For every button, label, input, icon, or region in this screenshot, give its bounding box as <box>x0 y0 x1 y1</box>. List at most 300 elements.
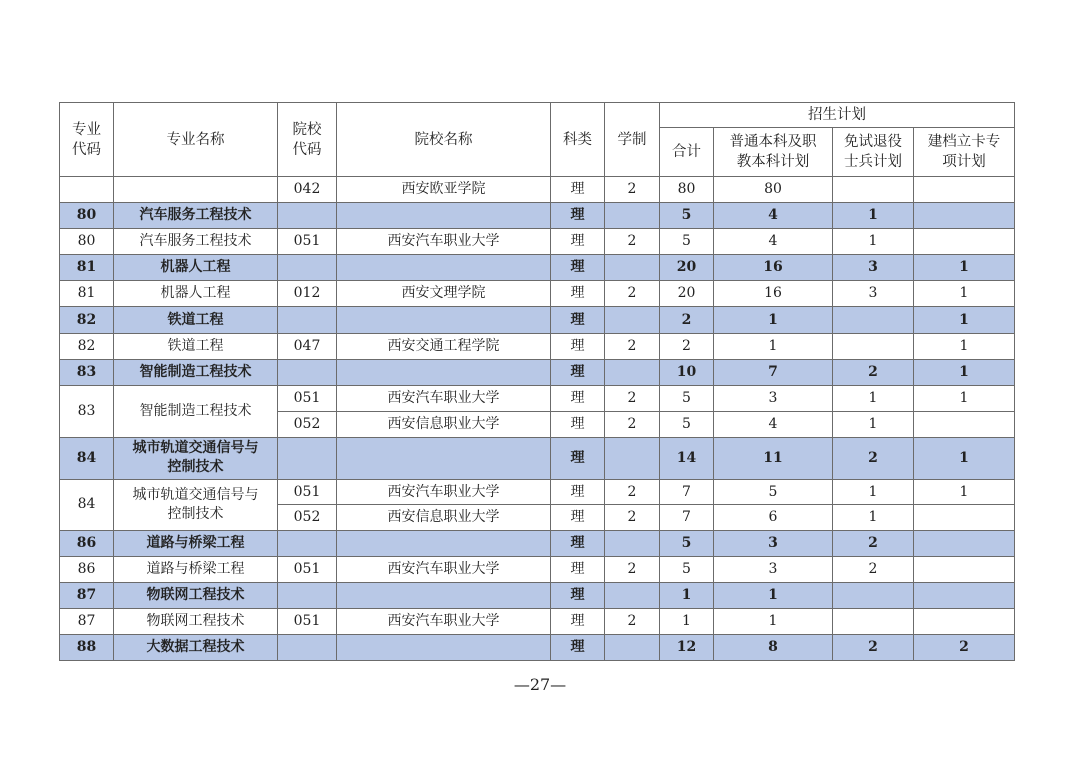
total-cell <box>660 411 714 437</box>
school-name-cell-text: 西安汽车职业大学 <box>387 561 500 578</box>
poverty-plan-cell <box>914 609 1015 635</box>
header-regular-plan-text: 普通本科及职 教本科计划 <box>729 134 817 170</box>
school-name-cell <box>337 635 551 661</box>
subject-cell <box>551 229 605 255</box>
school-name-cell-text: 西安汽车职业大学 <box>387 483 500 500</box>
regular-plan-cell-text: 4 <box>768 415 778 432</box>
total-cell <box>660 609 714 635</box>
total-cell <box>660 255 714 281</box>
school-code-cell-text: 051 <box>293 561 321 578</box>
regular-plan-cell-text: 1 <box>768 311 778 328</box>
veteran-plan-cell-text: 2 <box>868 449 878 466</box>
duration-cell <box>605 203 660 229</box>
header-major-code <box>60 103 114 177</box>
school-code-cell-text: 051 <box>293 233 321 250</box>
subject-cell-text: 理 <box>570 311 585 328</box>
header-poverty-plan-text: 建档立卡专 项计划 <box>927 134 1001 170</box>
veteran-plan-cell-text: 1 <box>868 389 878 406</box>
duration-cell <box>605 333 660 359</box>
school-name-cell <box>337 609 551 635</box>
school-code-cell <box>278 530 337 556</box>
major-code-cell <box>60 530 114 556</box>
regular-plan-cell <box>714 479 833 505</box>
total-cell-text: 5 <box>682 233 691 250</box>
duration-cell <box>605 307 660 333</box>
total-cell-text: 1 <box>682 613 691 630</box>
regular-plan-cell <box>714 583 833 609</box>
table-summary-row <box>60 359 1015 385</box>
total-cell-text: 5 <box>681 207 692 224</box>
veteran-plan-cell-text: 1 <box>868 483 878 500</box>
poverty-plan-cell-text: 1 <box>959 259 969 276</box>
veteran-plan-cell <box>833 229 914 255</box>
regular-plan-cell <box>714 505 833 531</box>
school-code-cell <box>278 255 337 281</box>
total-cell-text: 5 <box>681 534 692 551</box>
major-code-cell-text: 86 <box>77 561 96 578</box>
header-school-name: 院校名称 <box>337 103 551 177</box>
regular-plan-cell <box>714 635 833 661</box>
table-body <box>60 177 1015 661</box>
subject-cell <box>551 333 605 359</box>
subject-cell-text: 理 <box>570 337 585 354</box>
poverty-plan-cell-text: 1 <box>959 363 969 380</box>
regular-plan-cell <box>714 307 833 333</box>
poverty-plan-cell <box>914 333 1015 359</box>
poverty-plan-cell-text: 1 <box>959 337 969 354</box>
major-code-cell <box>60 437 114 479</box>
total-cell-text: 80 <box>677 181 696 198</box>
veteran-plan-cell <box>833 203 914 229</box>
school-name-cell <box>337 359 551 385</box>
school-code-cell-text: 012 <box>293 285 321 302</box>
major-code-cell-text: 81 <box>76 259 97 276</box>
major-name-cell <box>114 609 278 635</box>
veteran-plan-cell <box>833 359 914 385</box>
school-name-cell <box>337 333 551 359</box>
veteran-plan-cell <box>833 635 914 661</box>
major-name-cell-text: 汽车服务工程技术 <box>139 233 252 250</box>
major-name-cell-text: 道路与桥梁工程 <box>146 534 245 551</box>
total-cell <box>660 177 714 203</box>
duration-cell <box>605 609 660 635</box>
subject-cell-text: 理 <box>570 534 585 551</box>
school-name-cell-text: 西安交通工程学院 <box>387 337 500 354</box>
poverty-plan-cell-text: 1 <box>959 389 969 406</box>
school-name-cell-text: 西安信息职业大学 <box>387 509 500 526</box>
regular-plan-cell <box>714 385 833 411</box>
regular-plan-cell-text: 1 <box>768 613 778 630</box>
school-name-cell-text: 西安汽车职业大学 <box>387 613 500 630</box>
total-cell-text: 2 <box>682 337 691 354</box>
school-code-cell <box>278 609 337 635</box>
veteran-plan-cell-text: 2 <box>868 363 878 380</box>
school-name-cell <box>337 203 551 229</box>
major-code-cell-text: 88 <box>76 639 97 656</box>
school-code-cell <box>278 635 337 661</box>
major-code-cell <box>60 255 114 281</box>
major-code-cell <box>60 479 114 530</box>
major-code-cell-text: 87 <box>76 587 97 604</box>
veteran-plan-cell <box>833 530 914 556</box>
total-cell-text: 2 <box>681 311 692 328</box>
duration-cell-text: 2 <box>627 415 637 432</box>
major-name-cell <box>114 255 278 281</box>
regular-plan-cell <box>714 411 833 437</box>
total-cell-text: 20 <box>677 285 696 302</box>
subject-cell <box>551 255 605 281</box>
school-code-cell <box>278 359 337 385</box>
duration-cell <box>605 557 660 583</box>
subject-cell-text: 理 <box>570 415 585 432</box>
school-name-cell-text: 西安文理学院 <box>401 285 486 302</box>
duration-cell <box>605 255 660 281</box>
regular-plan-cell-text: 3 <box>768 534 778 551</box>
subject-cell <box>551 307 605 333</box>
duration-cell-text: 2 <box>627 337 637 354</box>
duration-cell <box>605 281 660 307</box>
major-name-cell <box>114 177 278 203</box>
total-cell <box>660 635 714 661</box>
subject-cell <box>551 281 605 307</box>
regular-plan-cell-text: 3 <box>768 389 778 406</box>
veteran-plan-cell-text: 1 <box>868 509 878 526</box>
table-row <box>60 177 1015 203</box>
veteran-plan-cell <box>833 479 914 505</box>
regular-plan-cell-text: 16 <box>764 285 782 302</box>
header-veteran-plan <box>833 128 914 177</box>
veteran-plan-cell <box>833 557 914 583</box>
regular-plan-cell <box>714 203 833 229</box>
subject-cell <box>551 177 605 203</box>
major-code-cell-text: 82 <box>77 337 96 354</box>
major-code-cell-text: 86 <box>76 534 97 551</box>
regular-plan-cell-text: 7 <box>768 363 778 380</box>
table-row <box>60 229 1015 255</box>
subject-cell-text: 理 <box>570 285 585 302</box>
major-name-cell <box>114 557 278 583</box>
table-row <box>60 281 1015 307</box>
veteran-plan-cell-text: 2 <box>868 561 878 578</box>
regular-plan-cell-text: 8 <box>768 639 778 656</box>
major-name-cell <box>114 479 278 530</box>
major-name-cell-text: 智能制造工程技术 <box>139 363 252 380</box>
poverty-plan-cell <box>914 583 1015 609</box>
duration-cell-text: 2 <box>627 561 637 578</box>
regular-plan-cell-text: 16 <box>763 259 783 276</box>
duration-cell <box>605 583 660 609</box>
header-duration: 学制 <box>605 103 660 177</box>
veteran-plan-cell-text: 1 <box>868 233 878 250</box>
enrollment-plan-table <box>59 102 1015 661</box>
veteran-plan-cell <box>833 505 914 531</box>
veteran-plan-cell-text: 1 <box>868 415 878 432</box>
total-cell-text: 7 <box>682 509 691 526</box>
school-name-cell <box>337 229 551 255</box>
table-summary-row <box>60 437 1015 479</box>
total-cell <box>660 557 714 583</box>
major-name-cell <box>114 281 278 307</box>
subject-cell <box>551 479 605 505</box>
total-cell-text: 1 <box>681 587 692 604</box>
veteran-plan-cell <box>833 385 914 411</box>
subject-cell <box>551 530 605 556</box>
duration-cell <box>605 505 660 531</box>
poverty-plan-cell <box>914 359 1015 385</box>
school-name-cell <box>337 530 551 556</box>
school-code-cell <box>278 281 337 307</box>
table-summary-row <box>60 255 1015 281</box>
regular-plan-cell-text: 6 <box>768 509 778 526</box>
header-major-name: 专业名称 <box>114 103 278 177</box>
total-cell <box>660 437 714 479</box>
subject-cell <box>551 609 605 635</box>
major-code-cell <box>60 333 114 359</box>
major-code-cell <box>60 609 114 635</box>
total-cell-text: 5 <box>682 389 691 406</box>
total-cell-text: 7 <box>682 483 691 500</box>
duration-cell-text: 2 <box>627 285 637 302</box>
page-number: —27— <box>513 675 567 694</box>
poverty-plan-cell <box>914 505 1015 531</box>
veteran-plan-cell-text: 2 <box>868 639 878 656</box>
school-name-cell-text: 西安信息职业大学 <box>387 415 500 432</box>
veteran-plan-cell <box>833 609 914 635</box>
regular-plan-cell-text: 11 <box>763 449 783 466</box>
major-name-cell-text: 汽车服务工程技术 <box>139 207 252 224</box>
regular-plan-cell <box>714 229 833 255</box>
school-name-cell-text: 西安汽车职业大学 <box>387 233 500 250</box>
school-code-cell-text: 051 <box>293 389 321 406</box>
table-summary-row <box>60 635 1015 661</box>
table-row <box>60 333 1015 359</box>
poverty-plan-cell <box>914 203 1015 229</box>
school-code-cell-text: 051 <box>293 483 321 500</box>
header-veteran-plan-text: 免试退役 士兵计划 <box>844 134 902 170</box>
poverty-plan-cell <box>914 635 1015 661</box>
school-code-cell-text: 042 <box>293 181 321 198</box>
table-row <box>60 385 1015 411</box>
subject-cell <box>551 359 605 385</box>
total-cell <box>660 281 714 307</box>
total-cell-text: 5 <box>682 415 691 432</box>
total-cell <box>660 530 714 556</box>
poverty-plan-cell-text: 1 <box>959 483 969 500</box>
veteran-plan-cell <box>833 307 914 333</box>
subject-cell-text: 理 <box>570 613 585 630</box>
subject-cell <box>551 203 605 229</box>
school-name-cell <box>337 281 551 307</box>
total-cell <box>660 307 714 333</box>
major-name-cell <box>114 333 278 359</box>
subject-cell-text: 理 <box>570 181 585 198</box>
subject-cell <box>551 437 605 479</box>
duration-cell <box>605 530 660 556</box>
major-name-cell-text: 物联网工程技术 <box>146 587 245 604</box>
poverty-plan-cell-text: 2 <box>959 639 969 656</box>
major-name-cell <box>114 385 278 437</box>
table-row <box>60 609 1015 635</box>
regular-plan-cell-text: 1 <box>768 587 778 604</box>
total-cell <box>660 385 714 411</box>
table-summary-row <box>60 203 1015 229</box>
regular-plan-cell-text: 80 <box>764 181 782 198</box>
subject-cell <box>551 385 605 411</box>
subject-cell-text: 理 <box>570 389 585 406</box>
major-code-cell-text: 82 <box>76 311 97 328</box>
table-row <box>60 557 1015 583</box>
regular-plan-cell <box>714 437 833 479</box>
veteran-plan-cell <box>833 255 914 281</box>
duration-cell <box>605 385 660 411</box>
major-code-cell-text: 83 <box>77 402 96 419</box>
school-code-cell <box>278 177 337 203</box>
major-name-cell-text: 机器人工程 <box>160 259 231 276</box>
school-name-cell <box>337 479 551 505</box>
header-total: 合计 <box>660 128 714 177</box>
poverty-plan-cell <box>914 307 1015 333</box>
school-name-cell <box>337 255 551 281</box>
duration-cell-text: 2 <box>627 181 637 198</box>
regular-plan-cell-text: 1 <box>768 337 778 354</box>
table-summary-row <box>60 530 1015 556</box>
total-cell <box>660 333 714 359</box>
school-name-cell <box>337 385 551 411</box>
duration-cell-text: 2 <box>627 483 637 500</box>
school-name-cell-text: 西安欧亚学院 <box>401 181 486 198</box>
major-name-cell-text: 物联网工程技术 <box>146 613 245 630</box>
regular-plan-cell-text: 3 <box>768 561 778 578</box>
duration-cell <box>605 635 660 661</box>
header-subject: 科类 <box>551 103 605 177</box>
school-name-cell <box>337 583 551 609</box>
subject-cell-text: 理 <box>570 259 585 276</box>
table-summary-row <box>60 307 1015 333</box>
school-code-cell-text: 047 <box>293 337 321 354</box>
table-row <box>60 479 1015 505</box>
school-code-cell <box>278 333 337 359</box>
major-name-cell-text: 城市轨道交通信号与 控制技术 <box>132 440 259 476</box>
major-name-cell <box>114 203 278 229</box>
regular-plan-cell <box>714 255 833 281</box>
major-name-cell-text: 道路与桥梁工程 <box>146 561 245 578</box>
school-code-cell <box>278 437 337 479</box>
major-code-cell <box>60 385 114 437</box>
school-code-cell <box>278 583 337 609</box>
major-code-cell-text: 84 <box>76 449 97 466</box>
veteran-plan-cell <box>833 281 914 307</box>
regular-plan-cell <box>714 609 833 635</box>
veteran-plan-cell-text: 3 <box>868 285 878 302</box>
school-name-cell <box>337 411 551 437</box>
poverty-plan-cell-text: 1 <box>959 449 969 466</box>
school-name-cell <box>337 505 551 531</box>
duration-cell-text: 2 <box>627 233 637 250</box>
poverty-plan-cell <box>914 255 1015 281</box>
veteran-plan-cell <box>833 177 914 203</box>
veteran-plan-cell-text: 3 <box>868 259 878 276</box>
poverty-plan-cell <box>914 479 1015 505</box>
veteran-plan-cell-text: 2 <box>868 534 878 551</box>
duration-cell-text: 2 <box>627 389 637 406</box>
duration-cell <box>605 229 660 255</box>
poverty-plan-cell <box>914 229 1015 255</box>
header-school-code <box>278 103 337 177</box>
total-cell <box>660 479 714 505</box>
school-code-cell <box>278 557 337 583</box>
regular-plan-cell <box>714 281 833 307</box>
veteran-plan-cell <box>833 411 914 437</box>
veteran-plan-cell <box>833 437 914 479</box>
major-code-cell-text: 84 <box>77 496 96 513</box>
poverty-plan-cell <box>914 557 1015 583</box>
duration-cell <box>605 177 660 203</box>
major-code-cell <box>60 359 114 385</box>
poverty-plan-cell <box>914 385 1015 411</box>
subject-cell-text: 理 <box>570 639 585 656</box>
regular-plan-cell-text: 4 <box>768 207 778 224</box>
major-name-cell-text: 铁道工程 <box>167 311 224 328</box>
total-cell-text: 14 <box>676 449 697 466</box>
major-name-cell <box>114 530 278 556</box>
major-name-cell <box>114 359 278 385</box>
subject-cell-text: 理 <box>570 509 585 526</box>
major-code-cell <box>60 203 114 229</box>
subject-cell-text: 理 <box>570 587 585 604</box>
regular-plan-cell <box>714 530 833 556</box>
major-code-cell-text: 81 <box>77 285 96 302</box>
subject-cell <box>551 505 605 531</box>
duration-cell <box>605 479 660 505</box>
subject-cell-text: 理 <box>570 483 585 500</box>
major-code-cell <box>60 635 114 661</box>
regular-plan-cell <box>714 333 833 359</box>
regular-plan-cell <box>714 557 833 583</box>
veteran-plan-cell <box>833 583 914 609</box>
regular-plan-cell <box>714 177 833 203</box>
school-name-cell <box>337 177 551 203</box>
school-name-cell-text: 西安汽车职业大学 <box>387 389 500 406</box>
poverty-plan-cell <box>914 437 1015 479</box>
duration-cell-text: 2 <box>627 613 637 630</box>
regular-plan-cell-text: 5 <box>768 483 778 500</box>
school-code-cell <box>278 505 337 531</box>
major-code-cell <box>60 229 114 255</box>
major-name-cell-text: 大数据工程技术 <box>146 639 245 656</box>
poverty-plan-cell-text: 1 <box>959 311 969 328</box>
subject-cell <box>551 557 605 583</box>
header-regular-plan <box>714 128 833 177</box>
header-major-code-text: 专业 代码 <box>72 121 101 158</box>
duration-cell-text: 2 <box>627 509 637 526</box>
subject-cell <box>551 583 605 609</box>
major-code-cell <box>60 281 114 307</box>
duration-cell <box>605 437 660 479</box>
major-name-cell-text: 城市轨道交通信号与 控制技术 <box>132 486 259 522</box>
major-name-cell-text: 智能制造工程技术 <box>139 402 252 419</box>
subject-cell <box>551 635 605 661</box>
school-code-cell <box>278 411 337 437</box>
header-plan-group: 招生计划 <box>660 103 1015 128</box>
header-school-code-text: 院校 代码 <box>292 121 322 158</box>
school-code-cell-text: 052 <box>293 415 321 432</box>
major-code-cell <box>60 177 114 203</box>
subject-cell-text: 理 <box>570 233 585 250</box>
poverty-plan-cell <box>914 177 1015 203</box>
school-name-cell <box>337 557 551 583</box>
major-code-cell-text: 80 <box>76 207 97 224</box>
school-code-cell <box>278 203 337 229</box>
